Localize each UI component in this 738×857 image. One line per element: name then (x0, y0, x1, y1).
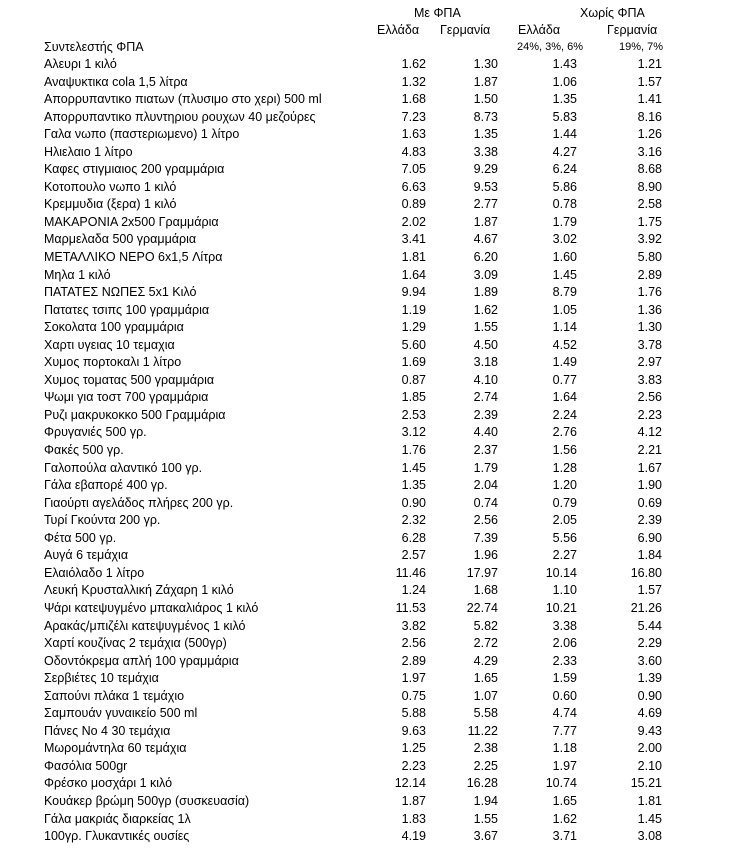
table-row (0, 775, 738, 793)
price-germany-with-vat: 7.39 (473, 530, 498, 545)
price-germany-without-vat: 1.90 (637, 478, 662, 493)
price-germany-without-vat: 1.30 (637, 320, 662, 335)
price-germany-with-vat: 3.09 (473, 267, 498, 282)
price-greece-with-vat: 0.75 (401, 688, 426, 703)
price-greece-with-vat: 2.53 (401, 407, 426, 422)
table-row (0, 74, 738, 92)
table-row (0, 109, 738, 127)
product-name: ΜΑΚΑΡΟΝΙΑ 2x500 Γραμμάρια (44, 214, 219, 229)
price-greece-with-vat: 1.76 (401, 443, 426, 458)
price-germany-with-vat: 1.50 (473, 92, 498, 107)
price-germany-without-vat: 1.57 (637, 74, 662, 89)
price-germany-without-vat: 3.16 (637, 144, 662, 159)
price-greece-with-vat: 1.35 (401, 478, 426, 493)
price-greece-with-vat: 1.87 (401, 793, 426, 808)
price-germany-with-vat: 3.67 (473, 829, 498, 844)
price-germany-with-vat: 9.53 (473, 179, 498, 194)
product-name: Χυμος πορτοκαλι 1 λίτρο (44, 355, 182, 370)
table-row (0, 740, 738, 758)
price-germany-with-vat: 16.28 (466, 776, 498, 791)
product-name: Ελαιόλαδο 1 λίτρο (44, 565, 145, 580)
price-greece-with-vat: 1.64 (401, 267, 426, 282)
price-germany-with-vat: 1.35 (473, 127, 498, 142)
price-table-body (0, 56, 738, 846)
table-row (0, 284, 738, 302)
price-greece-without-vat: 2.27 (552, 548, 577, 563)
table-row (0, 179, 738, 197)
table-row (0, 442, 738, 460)
price-germany-with-vat: 1.62 (473, 302, 498, 317)
price-greece-with-vat: 0.89 (401, 197, 426, 212)
table-row (0, 372, 738, 390)
price-greece-with-vat: 11.53 (395, 600, 426, 615)
price-greece-without-vat: 1.62 (552, 811, 577, 826)
price-greece-without-vat: 4.74 (552, 706, 577, 721)
table-row (0, 214, 738, 232)
product-name: Φέτα 500 γρ. (44, 530, 117, 545)
product-name: Κοτοπουλο νωπο 1 κιλό (44, 179, 177, 194)
price-greece-without-vat: 1.18 (552, 741, 577, 756)
price-greece-with-vat: 5.88 (401, 706, 426, 721)
price-germany-with-vat: 1.96 (473, 548, 498, 563)
table-row (0, 512, 738, 530)
price-germany-with-vat: 2.37 (473, 443, 498, 458)
product-name: Φρυγανιές 500 γρ. (44, 425, 147, 440)
price-germany-without-vat: 1.57 (637, 583, 662, 598)
price-germany-without-vat: 4.69 (637, 706, 662, 721)
price-germany-without-vat: 2.29 (637, 636, 662, 651)
price-germany-with-vat: 1.79 (473, 460, 498, 475)
price-germany-with-vat: 1.68 (473, 583, 498, 598)
product-name: Φακές 500 γρ. (44, 443, 124, 458)
product-name: Αναψυκτικα cola 1,5 λίτρα (44, 74, 188, 89)
price-germany-without-vat: 1.21 (637, 57, 662, 71)
price-greece-without-vat: 6.24 (552, 162, 577, 177)
price-greece-with-vat: 1.19 (401, 302, 426, 317)
price-greece-with-vat: 1.24 (401, 583, 426, 598)
product-name: Μαρμελαδα 500 γραμμάρια (44, 232, 197, 247)
price-greece-with-vat: 4.83 (401, 144, 426, 159)
price-greece-without-vat: 7.77 (552, 723, 577, 738)
vat-rate-greece: 24%, 3%, 6% (517, 41, 584, 53)
price-greece-with-vat: 1.63 (401, 127, 426, 142)
table-row (0, 547, 738, 565)
price-greece-with-vat: 2.02 (401, 214, 426, 229)
price-germany-with-vat: 3.38 (473, 144, 498, 159)
price-greece-without-vat: 1.79 (552, 214, 577, 229)
price-germany-with-vat: 4.29 (473, 653, 498, 668)
table-row (0, 267, 738, 285)
price-germany-with-vat: 11.22 (467, 723, 498, 738)
price-greece-without-vat: 1.06 (552, 74, 577, 89)
price-germany-without-vat: 21.26 (630, 600, 662, 615)
product-name: Χαρτί κουζίνας 2 τεμάχια (500γρ) (44, 636, 227, 651)
price-greece-without-vat: 2.24 (552, 407, 577, 422)
product-name: Χυμος τοματας 500 γραμμάρια (44, 372, 215, 387)
price-germany-with-vat: 1.87 (473, 214, 498, 229)
price-germany-without-vat: 8.90 (637, 179, 662, 194)
price-germany-without-vat: 3.60 (637, 653, 662, 668)
col-header-germany-vat: Γερμανία (440, 23, 491, 37)
price-germany-with-vat: 3.18 (473, 355, 498, 370)
product-name: Χαρτι υγειας 10 τεμαχια (44, 337, 175, 352)
price-germany-without-vat: 2.21 (637, 443, 662, 458)
product-name: Μωρομάντηλα 60 τεμάχια (44, 741, 187, 756)
price-greece-without-vat: 4.52 (552, 337, 577, 352)
price-greece-without-vat: 1.49 (552, 355, 577, 370)
price-greece-without-vat: 3.71 (552, 829, 577, 844)
price-greece-without-vat: 4.27 (552, 144, 577, 159)
product-name: Ρυζι μακρυκοκκο 500 Γραμμάρια (44, 407, 226, 422)
price-germany-with-vat: 2.38 (473, 741, 498, 756)
price-germany-without-vat: 6.90 (637, 530, 662, 545)
price-greece-without-vat: 5.86 (552, 179, 577, 194)
price-germany-with-vat: 2.72 (473, 636, 498, 651)
product-name: 100γρ. Γλυκαντικές ουσίες (44, 829, 190, 844)
price-germany-without-vat: 2.10 (637, 758, 662, 773)
price-greece-with-vat: 6.63 (401, 179, 426, 194)
price-greece-without-vat: 1.20 (552, 478, 577, 493)
table-row (0, 565, 738, 583)
price-greece-without-vat: 1.10 (552, 583, 577, 598)
price-germany-without-vat: 1.84 (637, 548, 662, 563)
price-greece-without-vat: 1.14 (552, 320, 577, 335)
price-germany-without-vat: 1.36 (637, 302, 662, 317)
table-row (0, 688, 738, 706)
price-greece-without-vat: 0.77 (552, 372, 577, 387)
price-greece-without-vat: 3.38 (552, 618, 577, 633)
table-row (0, 495, 738, 513)
col-header-greece-vat: Ελλάδα (377, 23, 420, 37)
price-greece-with-vat: 1.32 (401, 74, 426, 89)
price-greece-without-vat: 2.05 (552, 513, 577, 528)
price-greece-without-vat: 1.05 (552, 302, 577, 317)
table-row (0, 723, 738, 741)
price-greece-with-vat: 2.23 (401, 758, 426, 773)
price-germany-without-vat: 3.92 (637, 232, 662, 247)
price-germany-without-vat: 3.08 (637, 829, 662, 844)
price-germany-without-vat: 8.68 (637, 162, 662, 177)
price-germany-with-vat: 2.77 (473, 197, 498, 212)
price-germany-without-vat: 2.00 (637, 741, 662, 756)
price-germany-without-vat: 2.89 (637, 267, 662, 282)
price-greece-with-vat: 0.87 (401, 372, 426, 387)
table-row (0, 56, 738, 74)
price-germany-with-vat: 22.74 (466, 600, 498, 615)
header-without-vat: Χωρίς ΦΠΑ (580, 6, 645, 20)
price-germany-without-vat: 9.43 (637, 723, 662, 738)
price-germany-with-vat: 4.67 (473, 232, 498, 247)
price-germany-without-vat: 1.45 (637, 811, 662, 826)
price-greece-with-vat: 2.32 (401, 513, 426, 528)
price-greece-without-vat: 1.56 (552, 443, 577, 458)
price-germany-without-vat: 1.39 (637, 671, 662, 686)
table-row (0, 354, 738, 372)
table-row (0, 811, 738, 829)
price-germany-with-vat: 0.74 (473, 495, 498, 510)
price-germany-without-vat: 4.12 (637, 425, 662, 440)
price-greece-with-vat: 3.12 (401, 425, 426, 440)
table-row (0, 530, 738, 548)
table-row (0, 635, 738, 653)
table-row (0, 460, 738, 478)
table-row (0, 319, 738, 337)
price-germany-with-vat: 2.56 (473, 513, 498, 528)
product-name: Λευκή Κρυσταλλική Ζάχαρη 1 κιλό (44, 583, 234, 598)
price-germany-with-vat: 17.97 (466, 565, 498, 580)
product-name: Απορρυπαντικο πλυντηριου ρουχων 40 μεζούρες (44, 109, 316, 124)
product-name: Φρέσκο μοσχάρι 1 κιλό (44, 776, 173, 791)
price-greece-without-vat: 1.60 (552, 250, 577, 265)
product-name: Καφες στιγμιαιος 200 γραμμάρια (44, 162, 225, 177)
price-greece-without-vat: 1.43 (552, 57, 577, 71)
price-greece-with-vat: 6.28 (401, 530, 426, 545)
price-greece-with-vat: 12.14 (394, 776, 426, 791)
table-row (0, 793, 738, 811)
price-greece-without-vat: 5.83 (552, 109, 577, 124)
price-greece-without-vat: 1.45 (552, 267, 577, 282)
price-germany-with-vat: 1.07 (473, 688, 498, 703)
table-row (0, 126, 738, 144)
table-row (0, 600, 738, 618)
price-germany-without-vat: 3.78 (637, 337, 662, 352)
price-germany-without-vat: 2.39 (637, 513, 662, 528)
table-row (0, 828, 738, 846)
table-row (0, 407, 738, 425)
table-row (0, 618, 738, 636)
price-germany-with-vat: 9.29 (473, 162, 498, 177)
table-row (0, 249, 738, 267)
product-name: Πάνες Νο 4 30 τεμάχια (44, 723, 171, 738)
price-greece-without-vat: 1.35 (552, 92, 577, 107)
price-greece-without-vat: 0.78 (552, 197, 577, 212)
price-greece-without-vat: 1.65 (552, 793, 577, 808)
price-greece-with-vat: 4.19 (401, 829, 426, 844)
price-greece-with-vat: 7.05 (401, 162, 426, 177)
product-name: Ψάρι κατεψυγμένο μπακαλιάρος 1 κιλό (44, 600, 259, 615)
price-germany-with-vat: 4.10 (473, 372, 498, 387)
table-row (0, 144, 738, 162)
price-greece-without-vat: 1.44 (552, 127, 577, 142)
price-germany-without-vat: 2.58 (637, 197, 662, 212)
price-greece-without-vat: 1.97 (552, 758, 577, 773)
price-germany-without-vat: 0.90 (637, 688, 662, 703)
price-germany-with-vat: 2.25 (473, 758, 498, 773)
price-greece-with-vat: 1.29 (401, 320, 426, 335)
price-greece-without-vat: 2.76 (552, 425, 577, 440)
price-greece-with-vat: 1.81 (401, 250, 426, 265)
price-germany-with-vat: 1.55 (473, 811, 498, 826)
price-greece-with-vat: 9.94 (401, 285, 426, 300)
product-name: Αρακάς/μπιζέλι κατεψυγμένος 1 κιλό (44, 618, 246, 633)
product-name: Τυρί Γκούντα 200 γρ. (44, 513, 161, 528)
product-name: Ηλιελαιο 1 λίτρο (44, 144, 133, 159)
price-germany-with-vat: 1.65 (473, 671, 498, 686)
price-greece-without-vat: 1.28 (552, 460, 577, 475)
product-name: Οδοντόκρεμα απλή 100 γραμμάρια (44, 653, 239, 668)
price-germany-without-vat: 5.80 (637, 250, 662, 265)
price-germany-with-vat: 4.50 (473, 337, 498, 352)
price-greece-without-vat: 5.56 (552, 530, 577, 545)
product-name: Κρεμμυδια (ξερα) 1 κιλό (44, 197, 177, 212)
price-germany-without-vat: 1.75 (637, 214, 662, 229)
price-greece-with-vat: 2.57 (401, 548, 426, 563)
price-greece-with-vat: 1.62 (401, 57, 426, 71)
vat-rate-germany: 19%, 7% (619, 41, 664, 53)
price-greece-with-vat: 11.46 (395, 565, 426, 580)
table-row (0, 91, 738, 109)
price-germany-without-vat: 16.80 (630, 565, 662, 580)
product-name: Αυγά 6 τεμάχια (44, 548, 129, 563)
price-germany-without-vat: 1.76 (637, 285, 662, 300)
table-row (0, 231, 738, 249)
price-germany-with-vat: 2.04 (473, 478, 498, 493)
product-name: Σερβιέτες 10 τεμάχια (44, 671, 159, 686)
price-germany-without-vat: 2.56 (637, 390, 662, 405)
price-germany-with-vat: 5.82 (473, 618, 498, 633)
price-germany-without-vat: 1.67 (637, 460, 662, 475)
product-name: Αλευρι 1 κιλό (44, 57, 117, 71)
col-header-germany-novat: Γερμανία (607, 23, 658, 37)
price-germany-without-vat: 0.69 (637, 495, 662, 510)
price-greece-with-vat: 2.89 (401, 653, 426, 668)
table-row (0, 670, 738, 688)
product-name: Γαλοπούλα αλαντικό 100 γρ. (44, 460, 203, 475)
price-greece-without-vat: 3.02 (552, 232, 577, 247)
price-greece-with-vat: 1.45 (401, 460, 426, 475)
price-greece-without-vat: 10.14 (545, 565, 577, 580)
price-germany-without-vat: 5.44 (637, 618, 662, 633)
header-with-vat: Με ΦΠΑ (414, 6, 461, 20)
price-germany-with-vat: 1.94 (473, 793, 498, 808)
price-germany-with-vat: 2.74 (473, 390, 498, 405)
product-name: Πατατες τσιπς 100 γραμμάρια (44, 302, 210, 317)
table-row (0, 477, 738, 495)
table-row (0, 582, 738, 600)
price-germany-with-vat: 1.55 (473, 320, 498, 335)
table-row (0, 653, 738, 671)
price-greece-with-vat: 1.97 (401, 671, 426, 686)
price-greece-with-vat: 2.56 (401, 636, 426, 651)
price-greece-with-vat: 1.25 (401, 741, 426, 756)
price-greece-with-vat: 3.82 (401, 618, 426, 633)
price-germany-with-vat: 1.89 (473, 285, 498, 300)
price-greece-with-vat: 3.41 (401, 232, 426, 247)
price-germany-with-vat: 8.73 (473, 109, 498, 124)
price-germany-without-vat: 1.41 (637, 92, 662, 107)
price-germany-without-vat: 1.26 (637, 127, 662, 142)
price-greece-with-vat: 5.60 (401, 337, 426, 352)
product-name: Κουάκερ βρώμη 500γρ (συσκευασία) (44, 793, 250, 808)
price-greece-with-vat: 1.69 (401, 355, 426, 370)
product-name: Σαπούνι πλάκα 1 τεμάχιο (44, 688, 185, 703)
price-germany-with-vat: 2.39 (473, 407, 498, 422)
price-germany-without-vat: 3.83 (637, 372, 662, 387)
product-name: Απορρυπαντικο πιατων (πλυσιμο στο χερι) 500 ml (44, 92, 322, 107)
price-germany-with-vat: 5.58 (473, 706, 498, 721)
product-name: ΜΕΤΑΛΛΙΚΟ ΝΕΡΟ 6x1,5 Λίτρα (44, 250, 223, 265)
price-germany-with-vat: 1.87 (473, 74, 498, 89)
product-name: Φασόλια 500gr (44, 758, 128, 773)
table-row (0, 705, 738, 723)
price-greece-without-vat: 1.64 (552, 390, 577, 405)
product-name: Σαμπουάν γυναικείο 500 ml (44, 706, 198, 721)
col-header-greece-novat: Ελλάδα (518, 23, 561, 37)
price-germany-without-vat: 2.97 (637, 355, 662, 370)
price-greece-without-vat: 0.60 (552, 688, 577, 703)
table-row (0, 424, 738, 442)
product-name: ΠΑΤΑΤΕΣ ΝΩΠΕΣ 5x1 Κιλό (44, 285, 197, 300)
price-germany-without-vat: 15.21 (630, 776, 662, 791)
price-greece-with-vat: 0.90 (401, 495, 426, 510)
table-row (0, 389, 738, 407)
table-row (0, 161, 738, 179)
table-row (0, 758, 738, 776)
price-germany-with-vat: 4.40 (473, 425, 498, 440)
product-name: Γάλα εβαπορέ 400 γρ. (44, 478, 168, 493)
price-greece-with-vat: 1.68 (401, 92, 426, 107)
price-germany-without-vat: 8.16 (637, 109, 662, 124)
product-name: Μηλα 1 κιλό (44, 267, 111, 282)
price-greece-with-vat: 1.83 (401, 811, 426, 826)
price-greece-without-vat: 2.33 (552, 653, 577, 668)
price-greece-with-vat: 1.85 (401, 390, 426, 405)
price-greece-without-vat: 8.79 (552, 285, 577, 300)
price-greece-without-vat: 2.06 (552, 636, 577, 651)
price-germany-without-vat: 2.23 (637, 407, 662, 422)
product-name: Γάλα μακριάς διαρκείας 1λ (44, 811, 191, 826)
product-name: Γαλα νωπο (παστεριωμενο) 1 λίτρο (44, 127, 240, 142)
price-greece-with-vat: 9.63 (401, 723, 426, 738)
price-germany-with-vat: 1.30 (473, 57, 498, 71)
price-greece-without-vat: 10.74 (545, 776, 577, 791)
price-greece-without-vat: 1.59 (552, 671, 577, 686)
table-row (0, 196, 738, 214)
price-germany-without-vat: 1.81 (637, 793, 662, 808)
table-row (0, 302, 738, 320)
product-name: Γιαούρτι αγελάδος πλήρες 200 γρ. (44, 495, 234, 510)
table-row (0, 337, 738, 355)
price-greece-without-vat: 0.79 (552, 495, 577, 510)
price-greece-with-vat: 7.23 (401, 109, 426, 124)
vat-rate-label: Συντελεστής ΦΠΑ (44, 40, 144, 54)
product-name: Σοκολατα 100 γραμμάρια (44, 320, 184, 335)
product-name: Ψωμι για τοστ 700 γραμμάρια (44, 390, 209, 405)
price-greece-without-vat: 10.21 (545, 600, 577, 615)
price-germany-with-vat: 6.20 (473, 250, 498, 265)
